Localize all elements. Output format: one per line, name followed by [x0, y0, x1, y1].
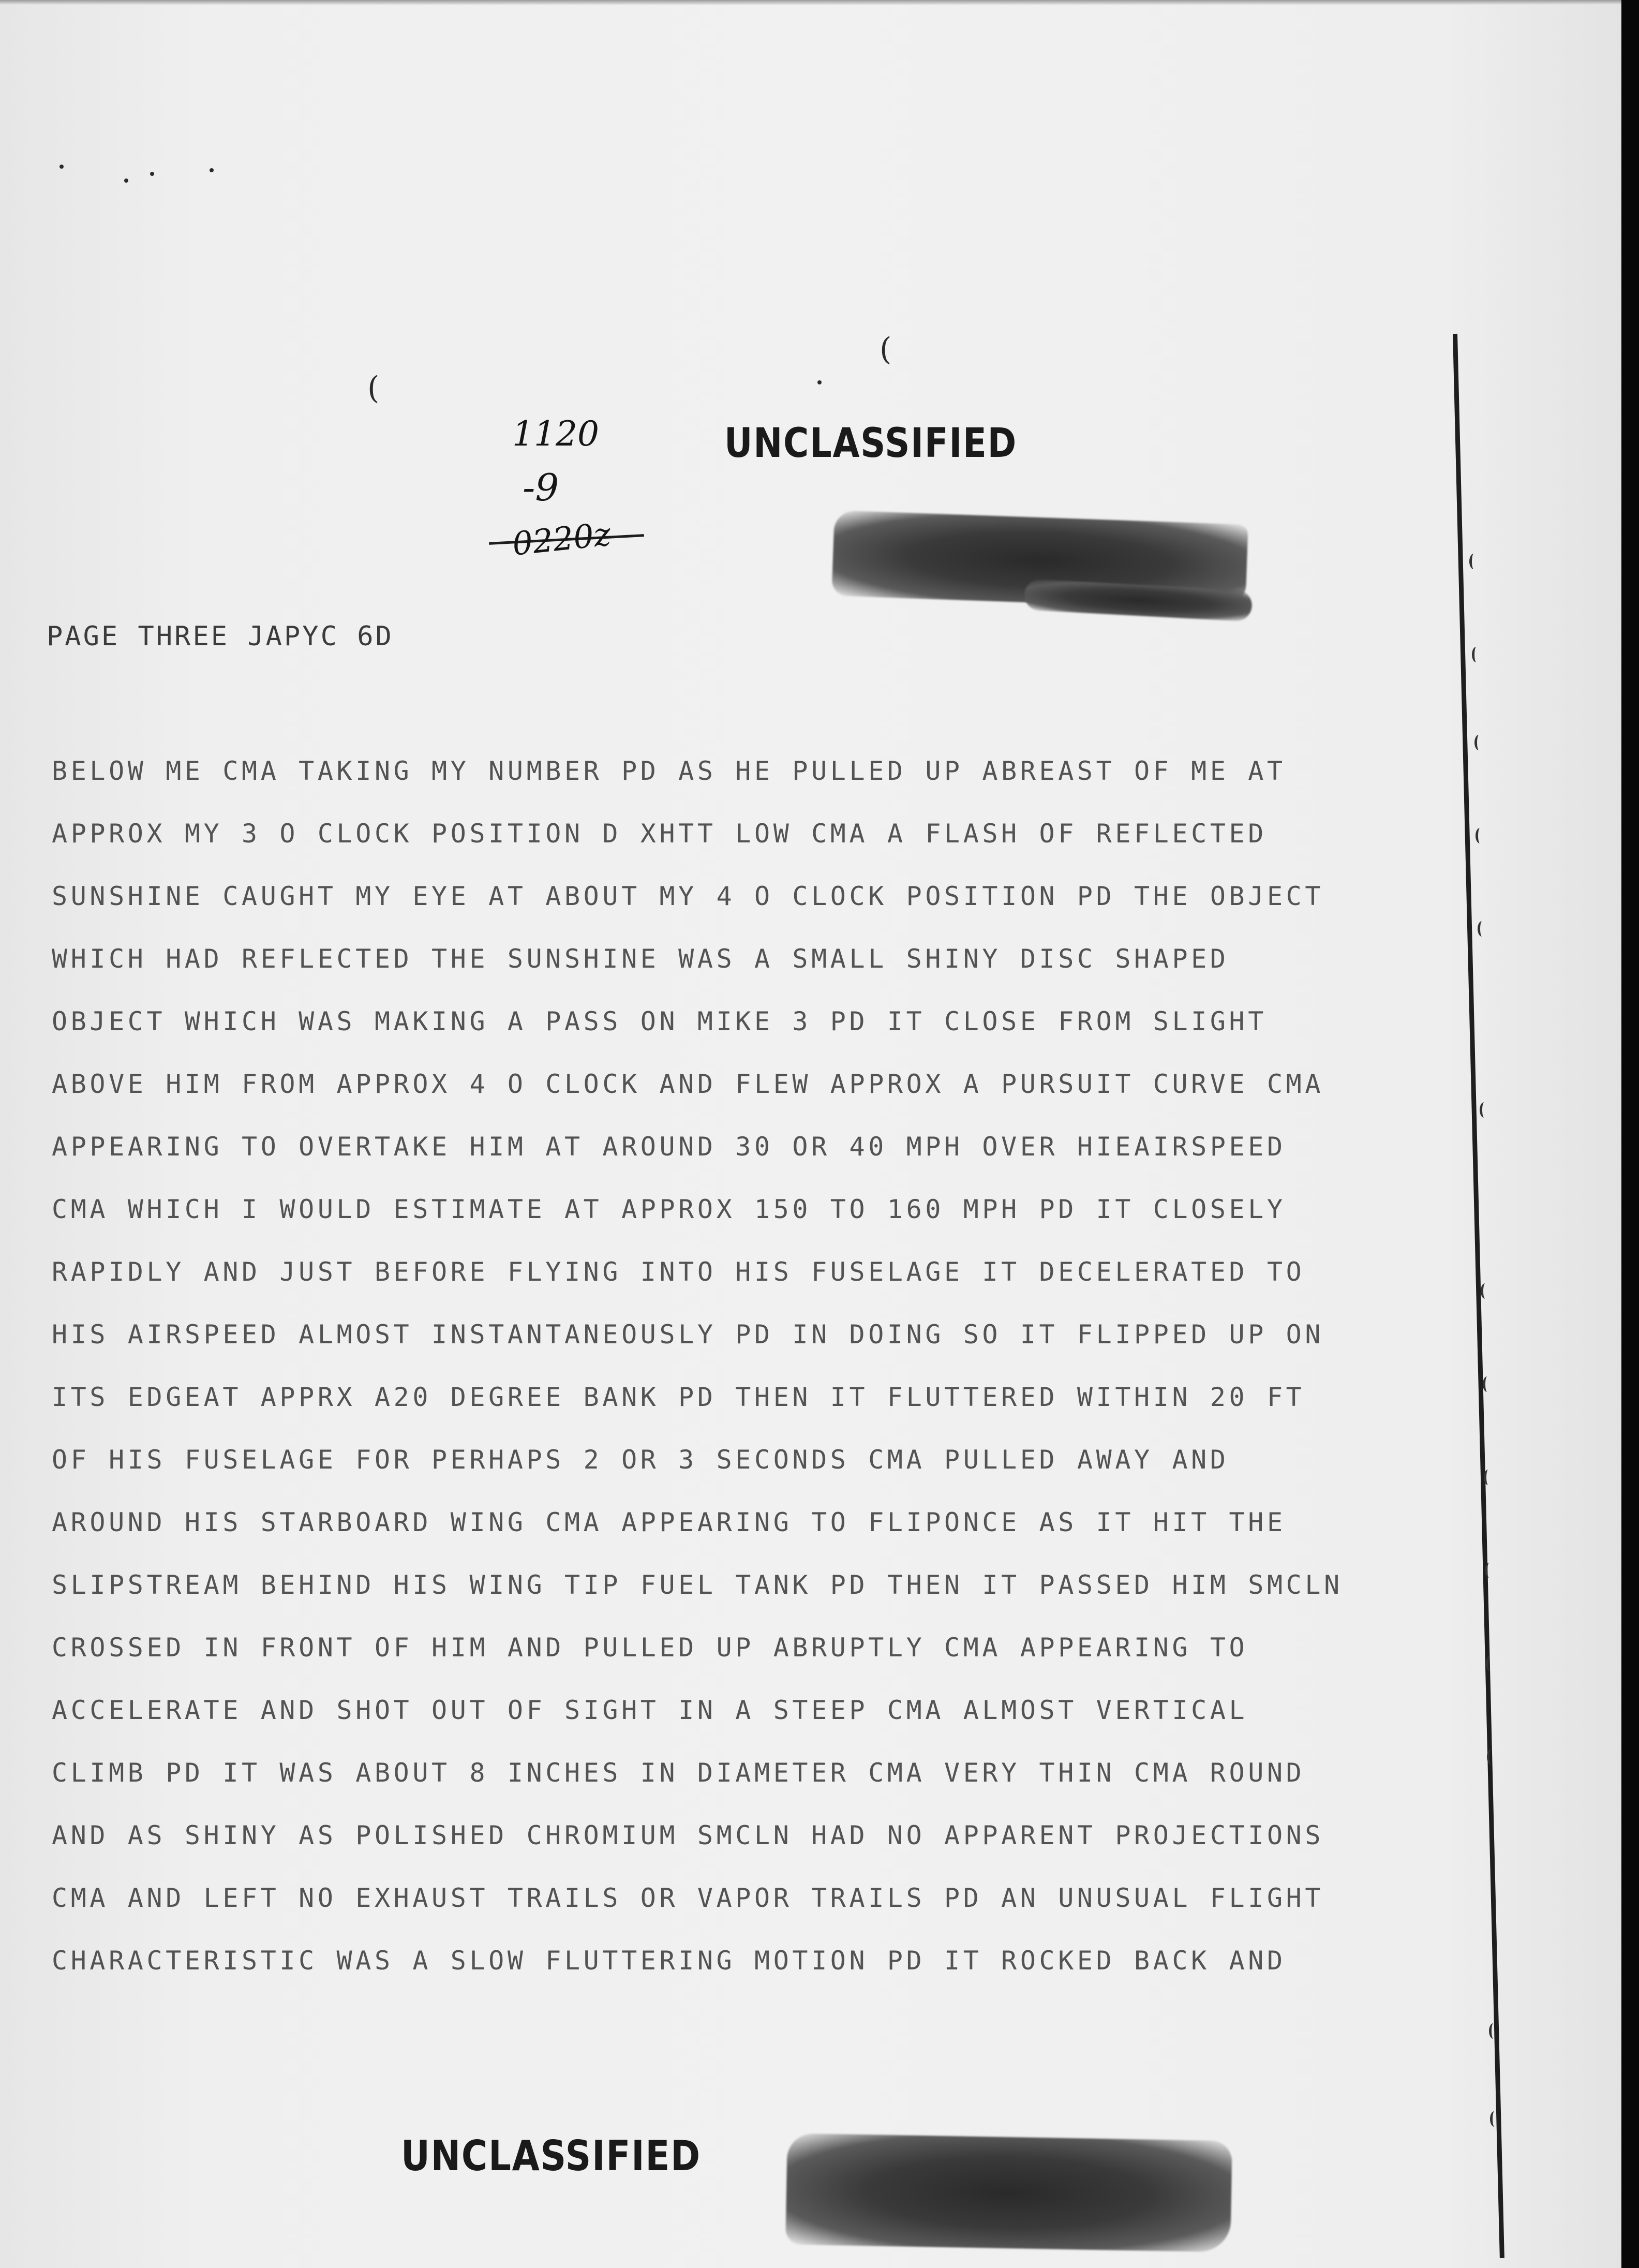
- body-line: HIS AIRSPEED ALMOST INSTANTANEOUSLY PD IN DOING SO IT FLIPPED UP ON: [52, 1320, 1324, 1350]
- body-line: AROUND HIS STARBOARD WING CMA APPEARING TO FLIPONCE AS IT HIT THE: [52, 1507, 1286, 1537]
- body-line: RAPIDLY AND JUST BEFORE FLYING INTO HIS FUSELAGE IT DECELERATED TO: [52, 1257, 1305, 1287]
- margin-mark: [1484, 1470, 1493, 1485]
- margin-mark: [1487, 1749, 1496, 1765]
- handwritten-time: 0220z: [510, 515, 613, 563]
- body-line: AND AS SHINY AS POLISHED CHROMIUM SMCLN HAD NO APPARENT PROJECTIONS: [52, 1820, 1324, 1850]
- scan-speck: [817, 380, 822, 384]
- margin-mark: [1485, 1563, 1494, 1578]
- classification-stamp-bottom: UNCLASSIFIED: [401, 2132, 701, 2180]
- scan-speck: [210, 168, 214, 172]
- margin-line: [1453, 334, 1504, 2258]
- body-line: APPEARING TO OVERTAKE HIM AT AROUND 30 OR 40 MPH OVER HIEAIRSPEED: [52, 1132, 1286, 1162]
- margin-mark: [1474, 735, 1483, 750]
- right-scan-border: [1621, 0, 1639, 2268]
- body-line: OF HIS FUSELAGE FOR PERHAPS 2 OR 3 SECONDS CMA PULLED AWAY AND: [52, 1445, 1229, 1475]
- margin-mark: [1490, 2111, 1499, 2127]
- margin-mark: [1489, 2023, 1498, 2039]
- handwritten-number: -9: [523, 466, 559, 509]
- body-line: CHARACTERISTIC WAS A SLOW FLUTTERING MOTION PD IT ROCKED BACK AND: [52, 1946, 1286, 1976]
- body-line: ABOVE HIM FROM APPROX 4 O CLOCK AND FLEW APPROX A PURSUIT CURVE CMA: [52, 1069, 1324, 1099]
- body-line: CLIMB PD IT WAS ABOUT 8 INCHES IN DIAMETER CMA VERY THIN CMA ROUND: [52, 1758, 1305, 1788]
- body-line: WHICH HAD REFLECTED THE SUNSHINE WAS A SMALL SHINY DISC SHAPED: [52, 944, 1229, 974]
- body-line: BELOW ME CMA TAKING MY NUMBER PD AS HE PULLED UP ABREAST OF ME AT: [52, 756, 1286, 786]
- body-line: CMA AND LEFT NO EXHAUST TRAILS OR VAPOR TRAILS PD AN UNUSUAL FLIGHT: [52, 1883, 1324, 1913]
- margin-mark: [1481, 1283, 1489, 1299]
- message-body: [52, 740, 1355, 1992]
- margin-mark: [1472, 647, 1481, 662]
- body-line: SLIPSTREAM BEHIND HIS WING TIP FUEL TANK PD THEN IT PASSED HIM SMCLN: [52, 1570, 1343, 1600]
- scan-speck: [150, 172, 154, 176]
- top-edge-shadow: [0, 0, 1639, 5]
- classification-stamp-top: UNCLASSIFIED: [724, 420, 1018, 467]
- scan-speck: [59, 165, 64, 169]
- page-header: PAGE THREE JAPYC 6D: [47, 621, 394, 652]
- body-line: ITS EDGEAT APPRX A20 DEGREE BANK PD THEN IT FLUTTERED WITHIN 20 FT: [52, 1382, 1305, 1412]
- body-line: SUNSHINE CAUGHT MY EYE AT ABOUT MY 4 O CLOCK POSITION PD THE OBJECT: [52, 881, 1324, 911]
- scan-mark: (: [367, 370, 380, 406]
- margin-mark: [1478, 921, 1486, 937]
- margin-mark: [1483, 1376, 1492, 1392]
- margin-mark: [1480, 1102, 1488, 1118]
- body-line: CROSSED IN FRONT OF HIM AND PULLED UP ABRUPTLY CMA APPEARING TO: [52, 1633, 1248, 1663]
- body-line: OBJECT WHICH WAS MAKING A PASS ON MIKE 3 PD IT CLOSE FROM SLIGHT: [52, 1006, 1267, 1036]
- margin-mark: [1486, 1656, 1495, 1671]
- scan-mark: (: [880, 331, 892, 367]
- margin-mark: [1469, 554, 1478, 569]
- scan-speck: [124, 179, 128, 183]
- margin-mark: [1476, 828, 1484, 843]
- body-line: APPROX MY 3 O CLOCK POSITION D XHTT LOW CMA A FLASH OF REFLECTED: [52, 819, 1267, 849]
- handwritten-number: 1120: [512, 414, 599, 454]
- redaction-mark: [785, 2133, 1232, 2252]
- body-line: ACCELERATE AND SHOT OUT OF SIGHT IN A STEEP CMA ALMOST VERTICAL: [52, 1695, 1248, 1725]
- body-line: CMA WHICH I WOULD ESTIMATE AT APPROX 150 TO 160 MPH PD IT CLOSELY: [52, 1194, 1286, 1224]
